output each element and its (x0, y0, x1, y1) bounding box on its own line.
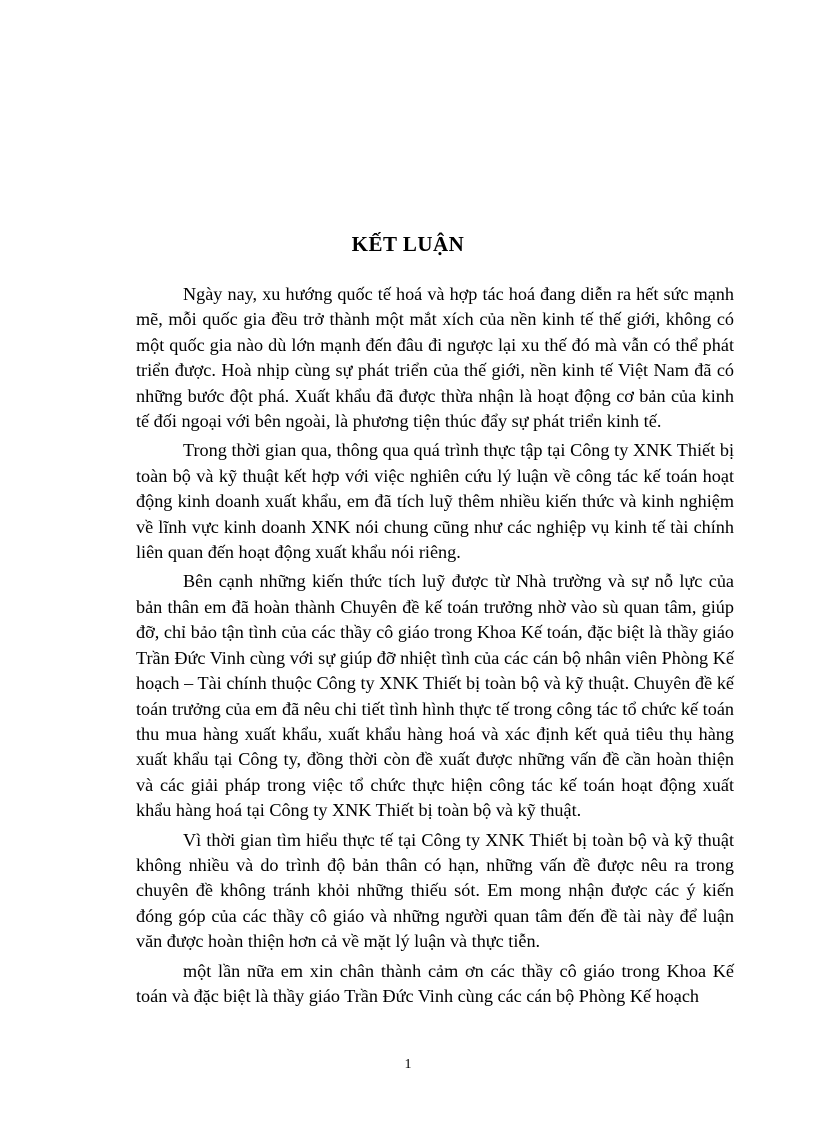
page-number: 1 (404, 1057, 412, 1072)
page-title: KẾT LUẬN (351, 232, 465, 256)
paragraph: Ngày nay, xu hướng quốc tế hoá và hợp tác hoá đang diễn ra hết sức mạnh mẽ, mỗi quốc gia đều trở thành một mắt xích của nền kinh tế thế giới, không có một quốc gia nào dù lớn mạnh đến đâu đi ngược lại xu thế đó mà vẫn có thể phát triển được. Hoà nhịp cùng sự phát triển của thế giới, nền kinh tế Việt Nam đã có những bước đột phá. Xuất khẩu đã được thừa nhận là hoạt động cơ bản của kinh tế đối ngoại với bên ngoài, là phương tiện thúc đẩy sự phát triển kinh tế. (136, 284, 734, 432)
paragraph: Vì thời gian tìm hiểu thực tế tại Công ty XNK Thiết bị toàn bộ và kỹ thuật không nhiều và do trình độ bản thân có hạn, những vấn đề được nêu ra trong chuyên đề không tránh khỏi những thiếu sót. Em mong nhận được các ý kiến đóng góp của các thầy cô giáo và những người quan tâm đến đề tài này để luận văn được hoàn thiện hơn cả về mặt lý luận và thực tiễn. (136, 829, 734, 952)
paragraph: Bên cạnh những kiến thức tích luỹ được từ Nhà trường và sự nỗ lực của bản thân em đã hoàn thành Chuyên đề kế toán trưởng nhờ vào sù quan tâm, giúp đỡ, chỉ bảo tận tình của các thầy cô giáo trong Khoa Kế toán, đặc biệt là thầy giáo Trần Đức Vinh cùng với sự giúp đỡ nhiệt tình của các cán bộ nhân viên Phòng Kế hoạch – Tài chính thuộc Công ty XNK Thiết bị toàn bộ và kỹ thuật. Chuyên đề kế toán trưởng của em đã nêu chi tiết tình hình thực tế trong công tác tổ chức kế toán thu mua hàng xuất khẩu, xuất khẩu hàng hoá và xác định kết quả tiêu thụ hàng xuất khẩu tại Công ty, đồng thời còn đề xuất được những vấn đề cần hoàn thiện và các giải pháp trong việc tổ chức thực hiện công tác kế toán hoạt động xuất khẩu hàng hoá tại Công ty XNK Thiết bị toàn bộ và kỹ thuật. (136, 571, 734, 821)
body-text (136, 282, 734, 1013)
paragraph: một lần nữa em xin chân thành cảm ơn các thầy cô giáo trong Khoa Kế toán và đặc biệt là thầy giáo Trần Đức Vinh cùng các cán bộ Phòng Kế hoạch (136, 960, 734, 1006)
paragraph: Trong thời gian qua, thông qua quá trình thực tập tại Công ty XNK Thiết bị toàn bộ và kỹ thuật kết hợp với việc nghiên cứu lý luận về công tác kế toán hoạt động kinh doanh xuất khẩu, em đã tích luỹ thêm nhiều kiến thức và kinh nghiệm về lĩnh vực kinh doanh XNK nói chung cũng như các nghiệp vụ kinh tế tài chính liên quan đến hoạt động xuất khẩu nói riêng. (136, 440, 734, 563)
